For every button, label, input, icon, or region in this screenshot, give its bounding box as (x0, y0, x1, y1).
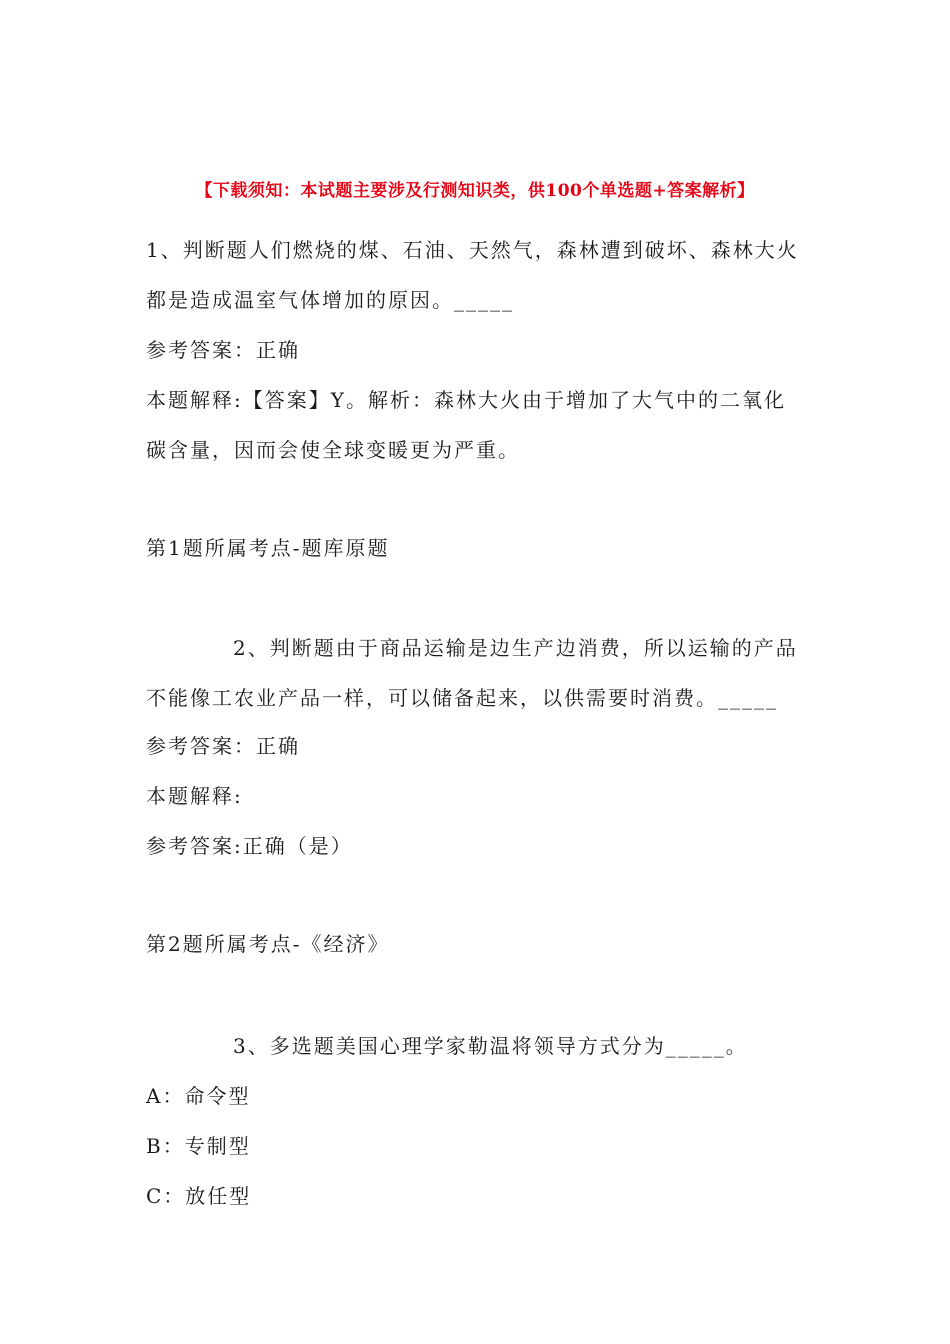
question-3-option-c: C：放任型 (146, 1184, 252, 1208)
question-2-topic: 第2题所属考点-《经济》 (146, 932, 390, 956)
question-1-topic: 第1题所属考点-题库原题 (146, 536, 390, 560)
question-2-text-line-2: 不能像工农业产品一样，可以储备起来，以供需要时消费。_____ (146, 686, 778, 710)
question-1-text-line-2: 都是造成温室气体增加的原因。_____ (146, 288, 514, 312)
question-2-text-line-1: 2、判断题由于商品运输是边生产边消费，所以运输的产品 (233, 636, 798, 660)
question-1-answer: 参考答案：正确 (146, 338, 300, 362)
question-3-option-b: B：专制型 (146, 1134, 251, 1158)
question-3-text: 3、多选题美国心理学家勒温将领导方式分为_____。 (233, 1034, 748, 1058)
question-1-explanation-line-2: 碳含量，因而会使全球变暖更为严重。 (146, 438, 520, 462)
question-2-answer: 参考答案：正确 (146, 734, 300, 758)
question-2-answer-detail: 参考答案:正确（是） (146, 834, 353, 858)
question-1-text-line-1: 1、判断题人们燃烧的煤、石油、天然气，森林遭到破坏、森林大火 (146, 238, 799, 262)
question-3-option-a: A：命令型 (146, 1084, 251, 1108)
question-1-explanation-line-1: 本题解释:【答案】Y。解析：森林大火由于增加了大气中的二氧化 (146, 388, 786, 412)
download-notice: 【下载须知：本试题主要涉及行测知识类，供100个单选题+答案解析】 (195, 181, 755, 201)
question-2-explanation: 本题解释: (146, 784, 243, 808)
